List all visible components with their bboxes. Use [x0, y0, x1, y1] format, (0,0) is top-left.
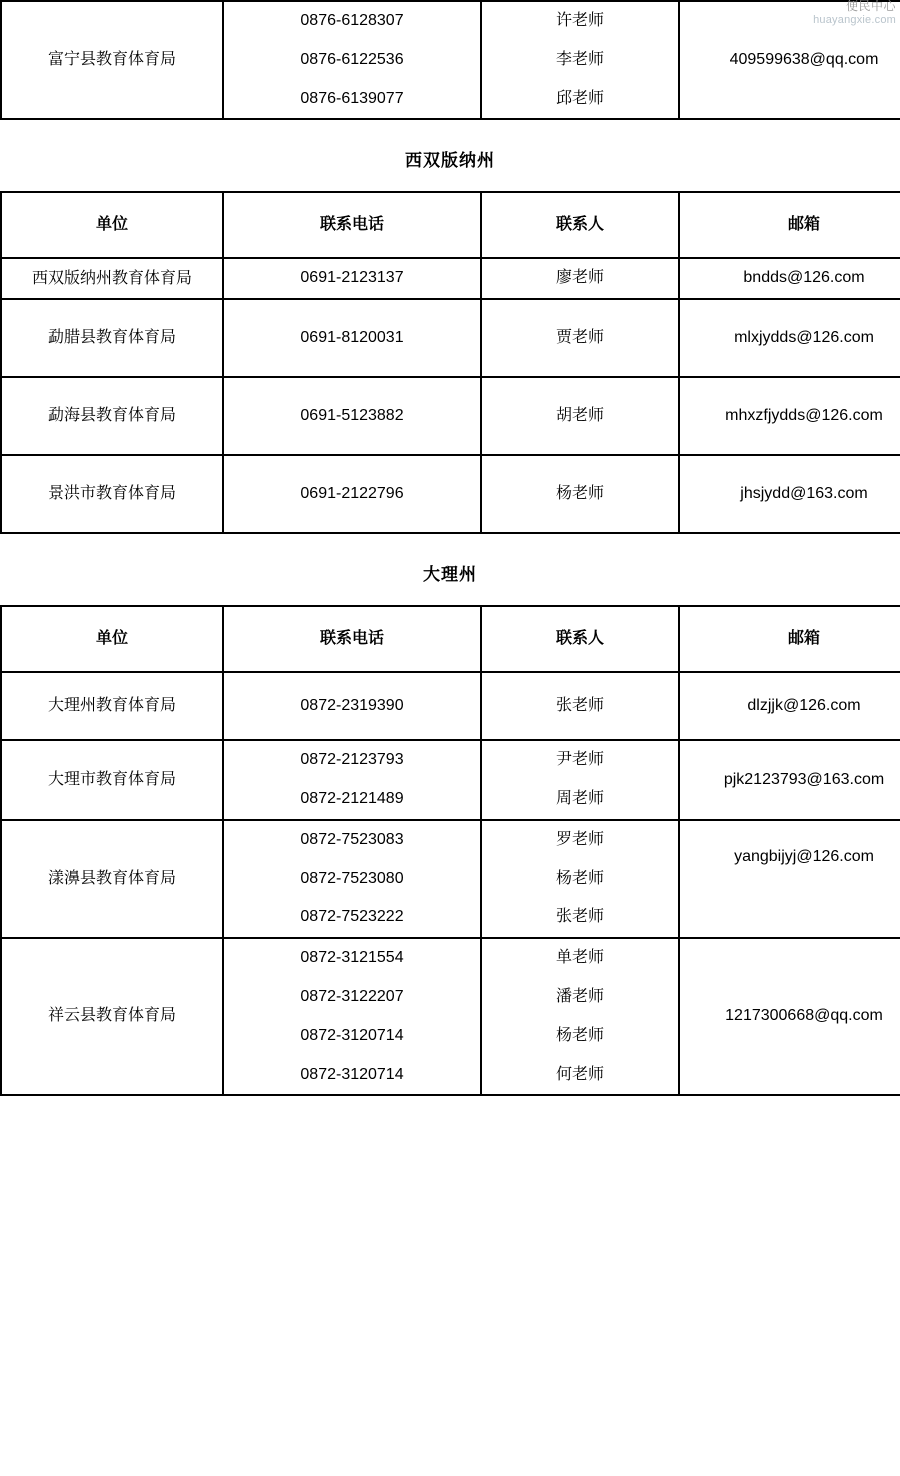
- person-value: 廖老师: [555, 269, 604, 287]
- header-person: 联系人: [481, 606, 679, 672]
- header-person: 联系人: [481, 192, 679, 258]
- watermark: [813, 0, 896, 26]
- cell-unit: 大理州教育体育局: [1, 672, 223, 740]
- person-value: 杨老师: [555, 1026, 604, 1044]
- person-value: 杨老师: [555, 484, 604, 502]
- person-value: 李老师: [555, 50, 604, 68]
- email-value: jhsjydd@163.com: [740, 484, 868, 502]
- cell-persons: [481, 455, 679, 533]
- contact-table-xishuangbanna: [0, 191, 900, 534]
- phone-value: 0691-5123882: [300, 406, 404, 424]
- person-value: 张老师: [555, 908, 604, 926]
- person-value: 何老师: [555, 1065, 604, 1083]
- table-row: [1, 938, 900, 1095]
- phone-value: 0872-3121554: [300, 949, 404, 967]
- phone-value: 0872-2319390: [300, 696, 404, 714]
- cell-persons: [481, 299, 679, 377]
- cell-persons: [481, 672, 679, 740]
- person-value: 贾老师: [555, 328, 604, 346]
- phone-value: 0876-6122536: [300, 50, 404, 68]
- cell-persons: [481, 258, 679, 299]
- table-row: [1, 299, 900, 377]
- table-row: [1, 258, 900, 299]
- table-row: [1, 820, 900, 938]
- phone-value: 0876-6128307: [300, 12, 404, 29]
- header-phone: 联系电话: [223, 606, 481, 672]
- cell-emails: [679, 377, 900, 455]
- cell-persons: [481, 740, 679, 820]
- cell-phones: [223, 258, 481, 299]
- cell-phones: [223, 740, 481, 820]
- table-header-row: [1, 192, 900, 258]
- email-value: yangbijyj@126.com: [734, 847, 874, 865]
- spacer: [0, 585, 900, 605]
- table-row: [1, 672, 900, 740]
- cell-emails: [679, 299, 900, 377]
- phone-value: 0876-6139077: [300, 89, 404, 107]
- person-value: 周老师: [555, 789, 604, 807]
- header-unit: 单位: [1, 606, 223, 672]
- cell-emails: [679, 258, 900, 299]
- cell-phones: [223, 938, 481, 1095]
- section-title-dali: 大理州: [423, 565, 477, 585]
- unit-value: 西双版纳州教育体育局: [31, 269, 192, 287]
- table-header-row: [1, 606, 900, 672]
- phone-value: 0872-3120714: [300, 1026, 404, 1044]
- table-row: [1, 1, 900, 119]
- phone-value: 0872-3120714: [300, 1065, 404, 1083]
- cell-emails: [679, 820, 900, 938]
- contact-table-dali: [0, 605, 900, 1096]
- email-value: 1217300668@qq.com: [725, 1007, 883, 1025]
- person-value: 许老师: [555, 12, 604, 29]
- cell-unit: 富宁县教育体育局: [1, 1, 223, 119]
- person-value: 尹老师: [555, 751, 604, 769]
- email-value: pjk2123793@163.com: [723, 770, 885, 788]
- cell-persons: [481, 377, 679, 455]
- spacer: [0, 534, 900, 560]
- cell-emails: [679, 455, 900, 533]
- header-email: 邮箱: [679, 606, 900, 672]
- watermark-cn-text: 便民中心: [845, 0, 896, 13]
- watermark-url-text: huayangxie.com: [813, 13, 896, 26]
- cell-phones: [223, 820, 481, 938]
- phone-value: 0872-2123793: [300, 751, 404, 769]
- email-value: 409599638@qq.com: [729, 50, 879, 68]
- cell-unit: [1, 258, 223, 299]
- cell-unit: 祥云县教育体育局: [1, 938, 223, 1095]
- cell-persons: [481, 820, 679, 938]
- phone-value: 0872-7523083: [300, 830, 404, 848]
- person-value: 单老师: [555, 949, 604, 967]
- cell-phones: [223, 377, 481, 455]
- email-value: dlzjjk@126.com: [747, 696, 861, 714]
- cell-emails: [679, 672, 900, 740]
- header-email: 邮箱: [679, 192, 900, 258]
- section-title-xishuangbanna: 西双版纳州: [405, 151, 495, 171]
- email-value: bndds@126.com: [743, 269, 865, 287]
- cell-unit: 大理市教育体育局: [1, 740, 223, 820]
- email-value: mlxjydds@126.com: [734, 328, 874, 346]
- person-value: 罗老师: [555, 830, 604, 848]
- spacer: [0, 120, 900, 146]
- person-value: 邱老师: [555, 89, 604, 107]
- cell-emails: [679, 740, 900, 820]
- cell-persons: [481, 938, 679, 1095]
- phone-value: 0872-2121489: [300, 789, 404, 807]
- phone-value: 0691-2122796: [300, 484, 404, 502]
- person-value: 张老师: [555, 696, 604, 714]
- cell-unit: 漾濞县教育体育局: [1, 820, 223, 938]
- phone-value: 0872-7523080: [300, 869, 404, 887]
- person-value: 潘老师: [555, 987, 604, 1005]
- email-value: mhxzfjydds@126.com: [725, 406, 883, 424]
- header-phone: 联系电话: [223, 192, 481, 258]
- cell-phones: [223, 455, 481, 533]
- phone-value: 0691-8120031: [300, 328, 404, 346]
- cell-unit: 勐海县教育体育局: [1, 377, 223, 455]
- header-unit: 单位: [1, 192, 223, 258]
- cell-persons: [481, 1, 679, 119]
- table-row: [1, 377, 900, 455]
- phone-value: 0872-7523222: [300, 908, 404, 926]
- cell-phones: [223, 1, 481, 119]
- contact-table-continued: [0, 0, 900, 120]
- cell-unit: 勐腊县教育体育局: [1, 299, 223, 377]
- phone-value: 0872-3122207: [300, 987, 404, 1005]
- person-value: 杨老师: [555, 869, 604, 887]
- spacer: [0, 171, 900, 191]
- person-value: 胡老师: [555, 406, 604, 424]
- cell-phones: [223, 672, 481, 740]
- cell-emails: [679, 938, 900, 1095]
- cell-phones: [223, 299, 481, 377]
- cell-unit: 景洪市教育体育局: [1, 455, 223, 533]
- table-row: [1, 455, 900, 533]
- table-row: [1, 740, 900, 820]
- phone-value: 0691-2123137: [300, 269, 404, 287]
